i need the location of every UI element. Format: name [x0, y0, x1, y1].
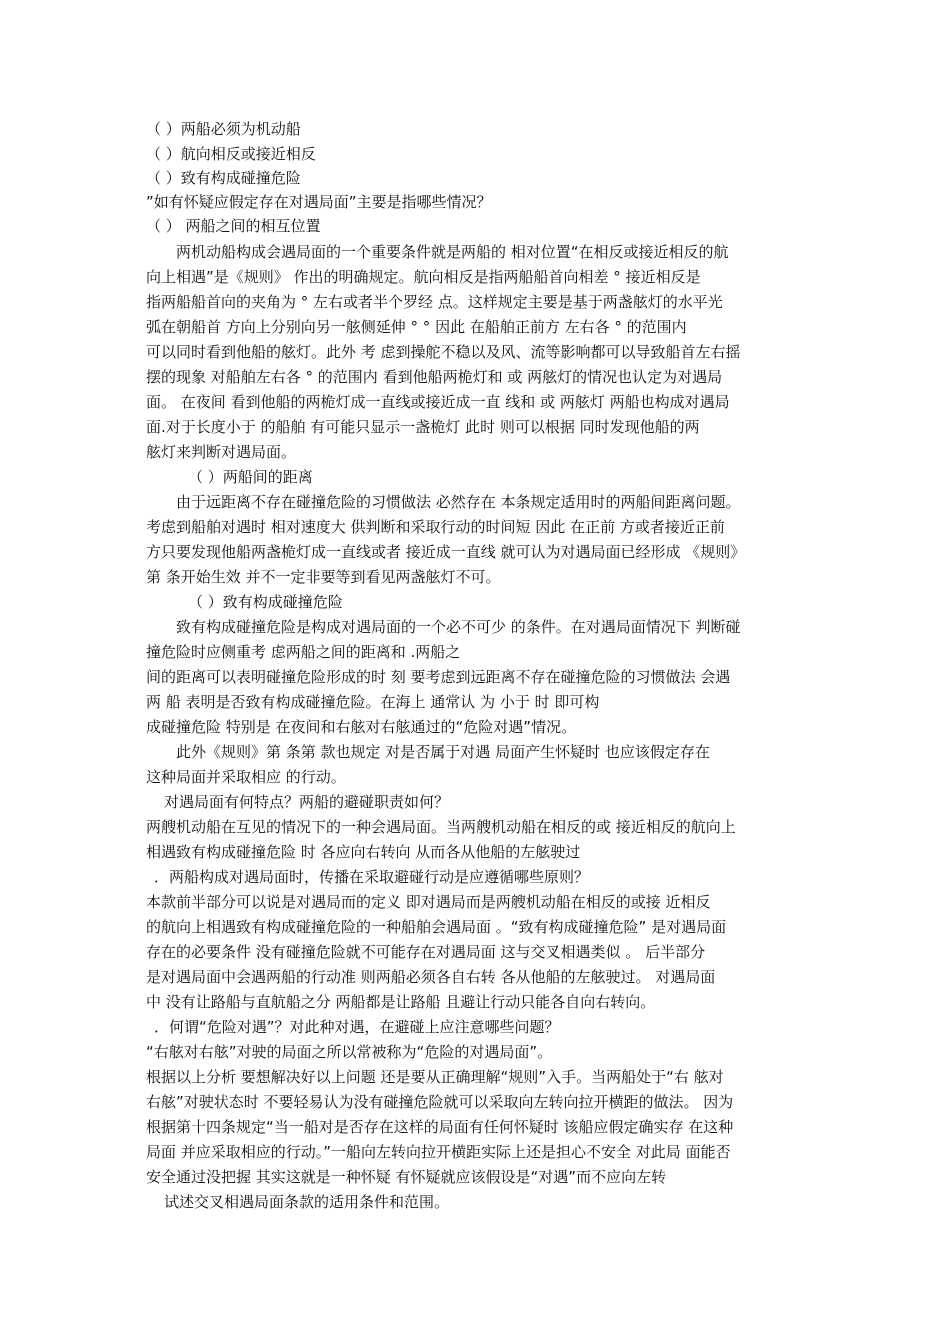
question-line: 试述交叉相遇局面条款的适用条件和范围。: [164, 1193, 450, 1211]
text-line: 右舷”对驶状态时 不要轻易认为没有碰撞危险就可以采取向左转向拉开横距的做法。 因为: [146, 1093, 734, 1111]
text-line: 这种局面并采取相应 的行动。: [146, 768, 346, 786]
text-line: 面.对于长度小于 的船舶 有可能只显示一盏桅灯 此时 则可以根据 同时发现他船的两: [146, 418, 700, 436]
text-line: 第 条开始生效 并不一定非要等到看见两盏舷灯不可。: [146, 568, 501, 586]
text-line: （ ）航向相反或接近相反: [146, 145, 316, 163]
question-line: ．何谓“危险对遇”？对此种对遇，在避碰上应注意哪些问题？: [154, 1018, 560, 1036]
text-line: （ ）两船必须为机动船: [146, 120, 301, 138]
text-line: 中 没有让路船与直航船之分 两船都是让路船 且避让行动只能各自向右转向。: [146, 993, 656, 1011]
text-line: 两 船 表明是否致有构成碰撞危险。在海上 通常认 为 小于 时 即可构: [146, 693, 600, 711]
text-line: 致有构成碰撞危险是构成对遇局面的一个必不可少 的条件。在对遇局面情况下 判断碰: [176, 618, 741, 636]
text-line: 面。 在夜间 看到他船的两桅灯成一直线或接近成一直 线和 或 两舷灯 两船也构成对遇局: [146, 393, 730, 411]
text-line: 成碰撞危险 特别是 在夜间和右舷对右舷通过的“危险对遇”情况。: [146, 718, 577, 736]
text-line: 弧在朝船首 方向上分别向另一舷侧延伸 ° ° 因此 在船舶正前方 左右各 ° 的范围内: [146, 318, 687, 336]
text-line: “右舷对右舷”对驶的局面之所以常被称为“危险的对遇局面”。: [146, 1043, 553, 1061]
text-line: 考虑到船舶对遇时 相对速度大 供判断和采取行动的时间短 因此 在正前 方或者接近正前: [146, 518, 725, 536]
text-line: 存在的必要条件 没有碰撞危险就不可能存在对遇局面 这与交叉相遇类似 。 后半部分: [146, 943, 706, 961]
question-line: ．两船构成对遇局面时，传播在采取避碰行动是应遵循哪些原则？: [154, 868, 590, 886]
section-heading: （ ）致有构成碰撞危险: [188, 593, 343, 611]
text-line: 撞危险时应侧重考 虑两船之间的距离和 .两船之: [146, 643, 461, 661]
text-line: 此外《规则》第 条第 款也规定 对是否属于对遇 局面产生怀疑时 也应该假定存在: [176, 743, 710, 761]
text-line: 可以同时看到他船的舷灯。此外 考 虑到操舵不稳以及风、流等影响都可以导致船首左右摇: [146, 343, 741, 361]
text-line: 舷灯来判断对遇局面。: [146, 443, 297, 461]
text-line: 根据第十四条规定“当一船对是否存在这样的局面有任何怀疑时 该船应假定确实存 在这种: [146, 1118, 734, 1136]
text-line: 安全通过没把握 其实这就是一种怀疑 有怀疑就应该假设是“对遇”而不应向左转: [146, 1168, 667, 1186]
text-line: 两艘机动船在互见的情况下的一种会遇局面。当两艘机动船在相反的或 接近相反的航向上: [146, 818, 736, 836]
text-line: ”如有怀疑应假定存在对遇局面”主要是指哪些情况？: [146, 193, 492, 211]
text-line: 根据以上分析 要想解决好以上问题 还是要从正确理解“规则”入手。当两船处于“右 舷对: [146, 1068, 724, 1086]
text-line: 摆的现象 对船舶左右各 ° 的范围内 看到他船两桅灯和 或 两舷灯的情况也认定为对遇局: [146, 368, 723, 386]
text-line: 向上相遇”是《规则》 作出的明确规定。航向相反是指两船船首向相差 ° 接近相反是: [146, 268, 701, 286]
text-line: 由于远距离不存在碰撞危险的习惯做法 必然存在 本条规定适用时的两船间距离问题。: [176, 493, 741, 511]
section-heading: （ ） 两船之间的相互位置: [146, 217, 321, 235]
text-line: 间的距离可以表明碰撞危险形成的时 刻 要考虑到远距离不存在碰撞危险的习惯做法 会遇: [146, 668, 731, 686]
text-line: 本款前半部分可以说是对遇局而的定义 即对遇局而是两艘机动船在相反的或接 近相反: [146, 893, 711, 911]
text-line: （ ）致有构成碰撞危险: [146, 169, 301, 187]
text-line: 指两船船首向的夹角为 ° 左右或者半个罗经 点。这样规定主要是基于两盏舷灯的水平光: [146, 293, 723, 311]
question-line: 对遇局面有何特点？两船的避碰职责如何？: [164, 793, 450, 811]
text-line: 方只要发现他船两盏桅灯成一直线或者 接近成一直线 就可认为对遇局面已经形成 《规则》: [146, 543, 746, 561]
text-line: 局面 并应采取相应的行动。”一船向左转向拉开横距实际上还是担心不安全 对此局 面能否: [146, 1143, 731, 1161]
text-line: 的航向上相遇致有构成碰撞危险的一种船舶会遇局面 。“致有构成碰撞危险” 是对遇局面: [146, 918, 727, 936]
text-line: 两机动船构成会遇局面的一个重要条件就是两船的 相对位置“在相反或接近相反的航: [176, 243, 729, 261]
text-line: 是对遇局面中会遇两船的行动准 则两船必须各自右转 各从他船的左舷驶过。 对遇局面: [146, 968, 716, 986]
section-heading: （ ）两船间的距离: [188, 468, 313, 486]
text-line: 相遇致有构成碰撞危险 时 各应向右转向 从而各从他船的左舷驶过: [146, 843, 581, 861]
